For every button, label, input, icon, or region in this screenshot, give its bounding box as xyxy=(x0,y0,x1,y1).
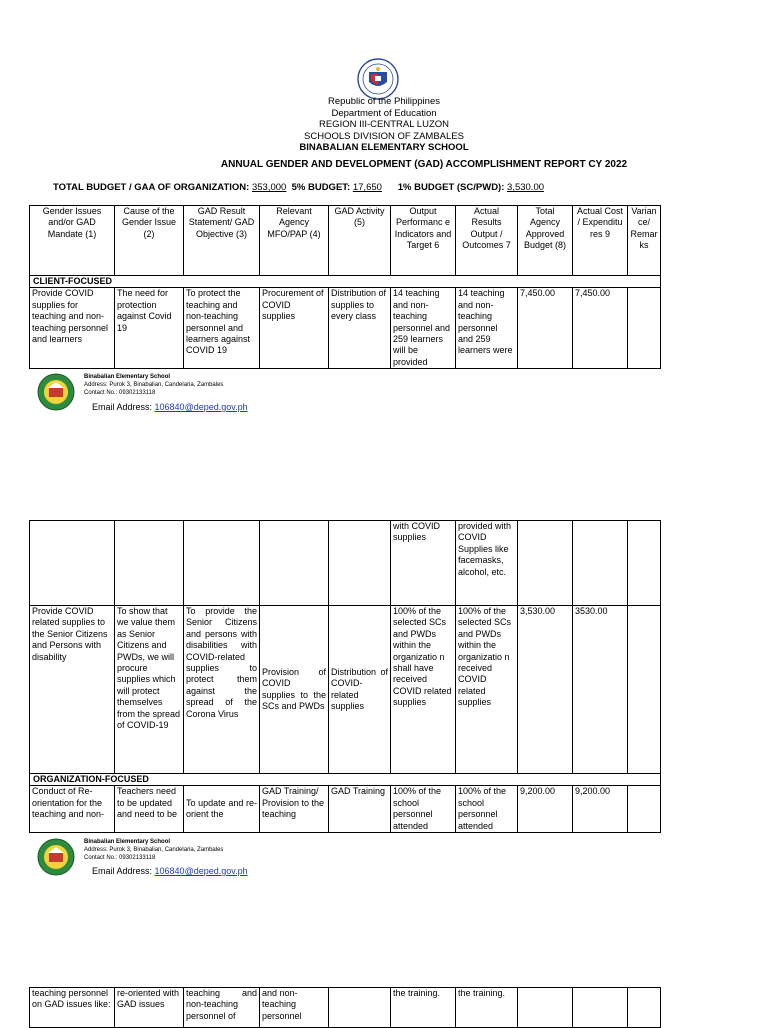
table-row xyxy=(30,288,661,369)
report-title: ANNUAL GENDER AND DEVELOPMENT (GAD) ACCOMPLISHMENT REPORT CY 2022 xyxy=(220,159,628,170)
table-cell xyxy=(184,521,260,606)
table-cell: GAD Training/ Provision to the teaching xyxy=(260,786,329,833)
section-row xyxy=(30,276,661,288)
table-cell: re-oriented with GAD issues xyxy=(115,988,184,1028)
table-cell: Provide COVID related supplies to the Senior Citizens and Persons with disability xyxy=(30,606,115,774)
table-cell: 100% of the selected SCs and PWDs within the organizatio n received COVID related supplies xyxy=(456,606,518,774)
letterhead-line-1: Republic of the Philippines xyxy=(328,96,440,107)
column-header: Actual Results Output / Outcomes 7 xyxy=(456,206,518,276)
table-cell: To provide the Senior Citizens and persons with disabilities with COVID-related supplies to protect them against the spread of the Corona Virus xyxy=(184,606,260,774)
table-cell xyxy=(518,521,573,606)
table-cell: Conduct of Re-orientation for the teaching and non- xyxy=(30,786,115,833)
five-percent-value: 17,650 xyxy=(352,182,382,193)
email-link[interactable]: 106840@deped.gov.ph xyxy=(154,866,248,876)
footer-contact xyxy=(84,838,223,862)
table-cell xyxy=(30,521,115,606)
footer-email xyxy=(92,402,248,412)
letterhead-line-3: REGION III-CENTRAL LUZON xyxy=(318,119,450,130)
table-cell: To protect the teaching and non-teaching personnel and learners against COVID 19 xyxy=(184,288,260,369)
deped-seal-logo xyxy=(357,58,399,100)
one-percent-label: 1% BUDGET (SC/PWD) xyxy=(397,182,502,193)
table-cell xyxy=(573,988,628,1028)
table-cell: 100% of the school personnel attended xyxy=(391,786,456,833)
table-cell: 9,200.00 xyxy=(573,786,628,833)
gad-table-page-3 xyxy=(29,987,661,1028)
table-cell: 3530.00 xyxy=(573,606,628,774)
footer-contact-number: Contact No.: 09302133118 xyxy=(84,390,156,396)
table-cell: 3,530.00 xyxy=(518,606,573,774)
footer-email xyxy=(92,866,248,876)
column-header: Output Performanc e Indicators and Target 6 xyxy=(391,206,456,276)
letterhead-line-2: Department of Education xyxy=(331,107,437,119)
column-header: Variance/ Remarks xyxy=(628,206,661,276)
table-cell xyxy=(628,521,661,606)
table-cell: with COVID supplies xyxy=(391,521,456,606)
table-cell xyxy=(115,521,184,606)
table-cell: 100% of the selected SCs and PWDs within the organizatio n shall have received COVID related supplies xyxy=(391,606,456,774)
section-client-focused: CLIENT-FOCUSED xyxy=(30,276,661,288)
section-row xyxy=(30,774,661,786)
section-organization-focused: ORGANIZATION-FOCUSED xyxy=(30,774,661,786)
footer-contact xyxy=(84,373,223,397)
table-row xyxy=(30,988,661,1028)
table-cell: 100% of the school personnel attended xyxy=(456,786,518,833)
column-header: Total Agency Approved Budget (8) xyxy=(518,206,573,276)
gad-table-page-2 xyxy=(29,520,661,833)
table-cell: To show that we value them as Senior Citizens and PWDs, we will procure supplies which will protect themselves from the spread of COVID-19 xyxy=(115,606,184,774)
table-cell xyxy=(329,988,391,1028)
table-cell: the training. xyxy=(391,988,456,1028)
table-cell: Provision of COVID supplies to the SCs and PWDs xyxy=(260,606,329,774)
school-logo xyxy=(37,373,75,411)
budget-summary: TOTAL BUDGET / GAA OF ORGANIZATION: 353,000 5% BUDGET: 17,650 1% BUDGET (SC/PWD): 3,530.00 xyxy=(53,182,545,193)
table-row xyxy=(30,521,661,606)
table-cell: The need for protection against Covid 19 xyxy=(115,288,184,369)
table-cell: Procurement of COVID supplies xyxy=(260,288,329,369)
gad-table-page-1 xyxy=(29,205,661,369)
table-cell: GAD Training xyxy=(329,786,391,833)
column-header: Actual Cost / Expenditu res 9 xyxy=(573,206,628,276)
table-cell: 14 teaching and non-teaching personnel and 259 learners will be provided xyxy=(391,288,456,369)
table-cell: teaching personnel on GAD issues like: xyxy=(30,988,115,1028)
table-cell xyxy=(260,521,329,606)
five-percent-label: 5% BUDGET xyxy=(291,182,348,193)
total-budget-label: TOTAL BUDGET / GAA OF ORGANIZATION xyxy=(53,182,247,193)
table-cell xyxy=(628,606,661,774)
table-cell: 7,450.00 xyxy=(573,288,628,369)
letterhead-line-4: SCHOOLS DIVISION OF ZAMBALES xyxy=(304,130,464,142)
table-cell: Teachers need to be updated and need to be xyxy=(115,786,184,833)
email-link[interactable]: 106840@deped.gov.ph xyxy=(154,402,248,412)
table-cell: Distribution of COVID-related supplies xyxy=(329,606,391,774)
table-cell xyxy=(573,521,628,606)
column-header: GAD Activity (5) xyxy=(329,206,391,276)
table-cell xyxy=(628,988,661,1028)
column-header: Cause of the Gender Issue (2) xyxy=(115,206,184,276)
footer-contact-number: Contact No.: 09302133118 xyxy=(84,855,156,861)
table-cell: 7,450.00 xyxy=(518,288,573,369)
table-cell: 9,200.00 xyxy=(518,786,573,833)
column-header: Relevant Agency MFO/PAP (4) xyxy=(260,206,329,276)
school-logo xyxy=(37,838,75,876)
email-label: Email Address: xyxy=(92,402,155,412)
table-cell: To update and re-orient the xyxy=(184,786,260,833)
table-cell xyxy=(329,521,391,606)
table-cell xyxy=(628,786,661,833)
one-percent-value: 3,530.00 xyxy=(507,182,545,193)
table-cell: provided with COVID Supplies like facemasks, alcohol, etc. xyxy=(456,521,518,606)
total-budget-value: 353,000 xyxy=(251,182,287,193)
table-row xyxy=(30,786,661,833)
table-cell: the training. xyxy=(456,988,518,1028)
table-cell: teaching and non-teaching personnel of xyxy=(184,988,260,1028)
table-cell: 14 teaching and non-teaching personnel and 259 learners were xyxy=(456,288,518,369)
column-header: GAD Result Statement/ GAD Objective (3) xyxy=(184,206,260,276)
email-label: Email Address: xyxy=(92,866,155,876)
table-row xyxy=(30,606,661,774)
footer-school-name: Binabalian Elementary School xyxy=(84,839,171,845)
table-cell: Provide COVID supplies for teaching and non-teaching personnel and learners xyxy=(30,288,115,369)
table-cell: Distribution of supplies to every class xyxy=(329,288,391,369)
table-cell xyxy=(518,988,573,1028)
column-header: Gender Issues and/or GAD Mandate (1) xyxy=(30,206,115,276)
footer-school-name: Binabalian Elementary School xyxy=(84,374,171,380)
table-cell xyxy=(628,288,661,369)
footer-address: Address: Purok 3, Binabalian, Candelaria, Zambales xyxy=(84,382,224,388)
letterhead xyxy=(0,96,768,154)
footer-address: Address: Purok 3, Binabalian, Candelaria, Zambales xyxy=(84,847,224,853)
school-name: BINABALIAN ELEMENTARY SCHOOL xyxy=(299,142,469,153)
table-cell: and non-teaching personnel xyxy=(260,988,329,1028)
table-header-row xyxy=(30,206,661,276)
